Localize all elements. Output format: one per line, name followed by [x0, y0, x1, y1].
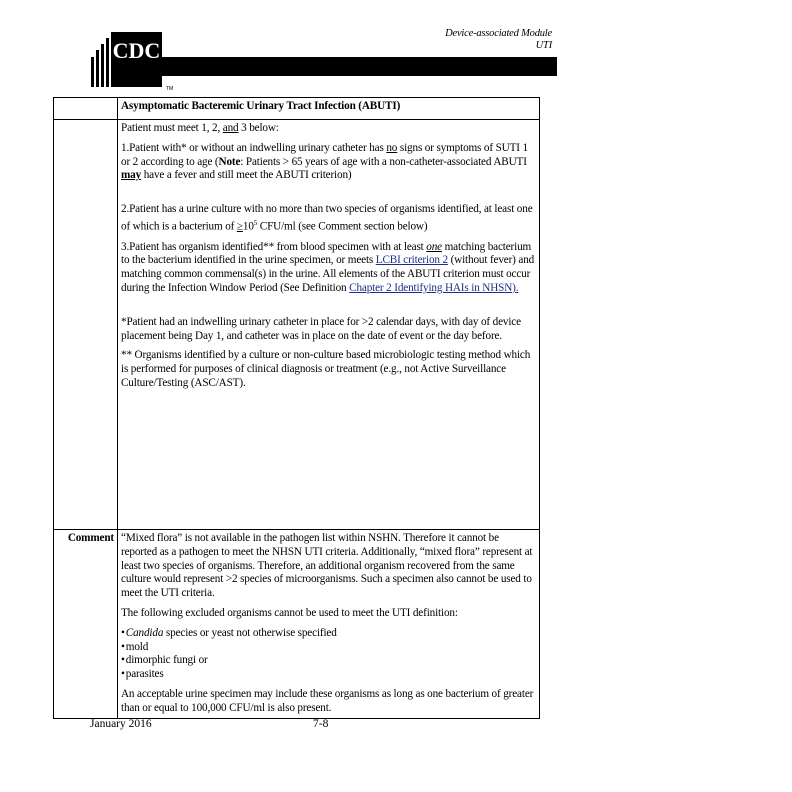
abuti-table: [53, 97, 540, 719]
comment-acceptable-specimen: An acceptable urine specimen may include these organisms as long as one bacterium of greater than or equal to 100,000 CFU/ml is also present.: [121, 687, 534, 714]
criteria-cell: [118, 120, 540, 530]
criterion-1: 1.Patient with* or without an indwelling urinary catheter has no signs or symptoms of SUTI 1 or 2 according to age (Note: Patients > 65 years of age with a non-catheter-associated ABUTI may have a fever and still meet the ABUTI criterion): [121, 141, 528, 182]
footnote-catheter: *Patient had an indwelling urinary catheter in place for >2 calendar days, with day of device placement being Day 1, and catheter was in place on the date of event or the day before.: [121, 315, 521, 342]
list-item: • mold: [121, 641, 536, 655]
footer-date: January 2016: [90, 718, 152, 730]
cdc-logo: [91, 32, 557, 92]
criterion-2: 2.Patient has a urine culture with no more than two species of organisms identified, at least one of which is a bacterium of $\ge 10^5$ CFU/ml (see Comment section below): [121, 203, 533, 233]
logo-tm: TM: [166, 86, 174, 92]
criteria-intro: Patient must meet 1, 2, and 3 below:: [121, 122, 279, 134]
criterion-3: 3.Patient has organism identified** from blood specimen with at least one matching bacterium to the bacterium identified in the urine specimen, or meets LCBI criterion 2 (without fever) and matching common commensal(s) in the urine. All elements of the ABUTI criterion must occur during the Infection Window Period (See Definition Chapter 2 Identifying HAIs in NHSN).: [121, 240, 535, 294]
list-item: • dimorphic fungi or: [121, 654, 536, 668]
module-title: Device-associated Module: [445, 28, 552, 39]
lcbi-criterion-2-link[interactable]: LCBI criterion 2: [375, 254, 448, 267]
excluded-organisms-list: [121, 627, 536, 682]
comment-mixed-flora: “Mixed flora” is not available in the pathogen list within NSHN. Therefore it cannot be reported as a pathogen to meet the NHSN UTI criteria. Additionally, “mixed flora” represent at least two species of organisms. Therefore, an additional organism recovered from the same culture would represent >2 species of microorganisms. Such a specimen also cannot be used to meet the UTI criteria.: [121, 532, 533, 600]
comment-row: [54, 530, 540, 719]
footnote-organisms: ** Organisms identified by a culture or non-culture based microbiologic testing method which is performed for purposes of clinical diagnosis or treatment (e.g., not Active Surveillance Culture/Testing (ASC/AST).: [121, 349, 531, 389]
comment-cell: [118, 530, 540, 719]
criteria-label-cell: [54, 120, 118, 530]
title-label-cell: [54, 98, 118, 120]
module-subtitle: UTI: [535, 40, 552, 51]
table-title: Asymptomatic Bacteremic Urinary Tract Infection (ABUTI): [118, 98, 540, 120]
header-bar: [139, 57, 557, 76]
footer-page-number: 7-8: [313, 718, 329, 730]
chapter-2-link[interactable]: Chapter 2 Identifying HAIs in NHSN).: [349, 281, 519, 294]
list-item: • Candida species or yeast not otherwise specified: [121, 627, 536, 641]
comment-label: Comment: [54, 530, 118, 719]
logo-text: CDC: [112, 38, 161, 63]
list-item: • parasites: [121, 668, 536, 682]
criteria-row: [54, 120, 540, 530]
comment-excluded-intro: The following excluded organisms cannot be used to meet the UTI definition:: [121, 606, 458, 619]
table-title-row: [54, 98, 540, 120]
